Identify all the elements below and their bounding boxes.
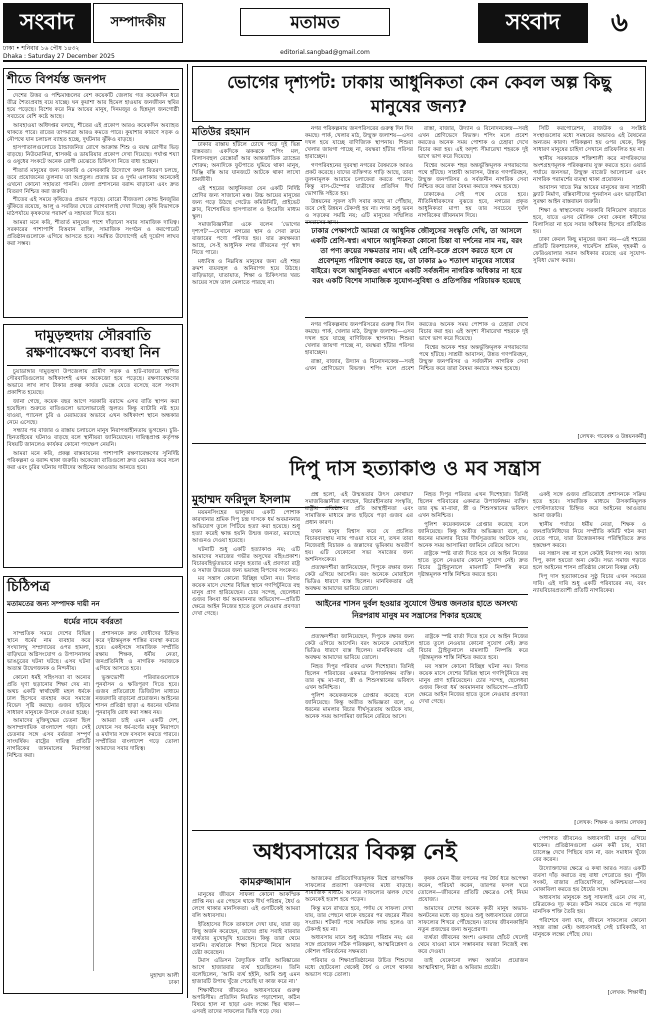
paragraph: প্রশ্ন হলো, এই উন্মত্ততার উৎস কোথায়? সমাজবিজ্ঞানীরা বলছেন, বিচারহীনতার সংস্কৃতি, রাষ্ট্রীয় প্রতিষ্ঠানের প্রতি আস্থাহীনতা এবং সামাজিক মাধ্যমে দ্রুত ছড়িয়ে পড়া গুজব এর প্রধান কারণ। — [305, 492, 413, 526]
paragraph: প্রত্যক্ষদর্শীরা জানিয়েছেন, দিপুকে রক্ষার জন্য কেউ এগিয়ে আসেনি। বরং অনেকে মোবাইলে ভিডিও ধারণে ব্যস্ত ছিলেন। মানবিকতার এই অবক্ষয় আমাদের ভাবিয়ে তোলে। — [305, 565, 413, 592]
signature-place: ঢাকা — [168, 980, 179, 986]
paragraph: আবহাওয়া অধিদপ্তর বলছে, শীতের এই প্রকোপ আরও কয়েকদিন অব্যাহত থাকতে পারে। রাতের তাপমাত্রা আরও কমতে পারে। কুয়াশার কারণে সড়ক ও নৌপথে যান চলাচল ব্যাহত হচ্ছে, দুর্ঘটনার ঝুঁকিও বাড়ছে। — [7, 122, 179, 143]
article-3-col-1 — [192, 892, 300, 1015]
paragraph: আমরা মনে করি, শীতার্ত মানুষের পাশে দাঁড়ানো সবার সামাজিক দায়িত্ব। সরকারের পাশাপাশি বিত্তবান ব্যক্তি, সামাজিক সংগঠন ও করপোরেট প্রতিষ্ঠানগুলোকে এগিয়ে আসতে হবে। সমন্বিত উদ্যোগেই এই দুর্ভোগ লাঘব করা সম্ভব। — [7, 219, 179, 247]
editorial-1-title: শীতে বিপর্যস্ত জনপদ — [7, 72, 179, 90]
paragraph: ময়মনসিংহের ভালুকায় একটি পোশাক কারখানার শ্রমিক দিপু চন্দ্র দাসকে ধর্ম অবমাননার অভিযোগ তুলে পিটিয়ে হত্যা করা হয়েছে। শুধু হত্যা করেই ক্ষান্ত হয়নি উন্মত্ত জনতা, মরদেহে আগুনও দেওয়া হয়েছে। — [192, 510, 300, 544]
masthead-rule — [3, 60, 647, 62]
article-1-col-2-3-lower — [305, 322, 528, 435]
paragraph: বিশ্বের অনেক শহর অন্তর্ভুক্তিমূলক নগরায়ণের পথে হাঁটছে। সাশ্রয়ী আবাসন, উন্নত গণপরিবহন, উন্মুক্ত জনপরিসর ও সর্বজনীন নাগরিক সেবা নিশ্চিত করে তারা বৈষম্য কমাতে সক্ষম হয়েছে। — [418, 162, 528, 190]
paragraph: রাস্তা, বাজার, উদ্যান ও বিনোদনকেন্দ্র—সবই এখন শ্রেণিভেদে বিভক্ত। শপিং মলে প্রবেশ করতেও অনেক সময় পোশাক ও চেহারা দেখে বিচার করা হয়। এই অদৃশ্য সীমারেখা শহরকে দুই ভাগে ভাগ করে দিয়েছে। — [305, 322, 528, 372]
article-3-author-note: [লেখক: শিক্ষার্থী] — [607, 990, 646, 996]
paragraph: নগর পরিকল্পনায় জনপরিসরের গুরুত্ব দিন দিন কমছে। পার্ক, খেলার মাঠ, উন্মুক্ত জলাশয়—এসব দখল হয়ে যাচ্ছে বাণিজ্যিক স্থাপনায়। শিশুরা খেলার জায়গা পাচ্ছে না, বয়স্করা হাঁটার পরিসর হারাচ্ছেন। — [305, 322, 414, 356]
paragraph: স্থানীয় সরকারকে শক্তিশালী করে নাগরিকদের অংশগ্রহণমূলক পরিকল্পনায় যুক্ত করতে হবে। ওয়ার্ড পর্যায়ে জনসভা, উন্মুক্ত বাজেট আলোচনা এবং নাগরিক পরামর্শের ব্যবস্থা থাকা প্রয়োজন। — [533, 155, 646, 183]
letter-title: ধর্মের নামে বর্বরতা — [63, 617, 123, 626]
paragraph: সমাজবিজ্ঞানীরা একে বলেন ‘ভোগের দৃশ্যপট’—যেখানে নগরের স্থান ও সেবা ক্রমে বাজারের পণ্যে পরিণত হয়। যার ক্রয়ক্ষমতা আছে, সে-ই আধুনিক নগর জীবনের পূর্ণ স্বাদ নিতে পারে। — [192, 222, 300, 256]
letter-body — [7, 631, 179, 971]
paragraph: মব সন্ত্রাস বন্ধ না হলে কেউই নিরাপদ নয়। আজ দিপু, কাল হয়তো অন্য কেউ। সভ্য সমাজ গড়তে হলে আইনের শাসন প্রতিষ্ঠার কোনো বিকল্প নেই। — [533, 551, 646, 571]
paragraph: শীতার্ত মানুষের জন্য সরকারি ও বেসরকারি উদ্যোগে কম্বল বিতরণ চলছে, তবে প্রয়োজনের তুলনায় তা অপ্রতুল। প্রত্যন্ত চর ও দুর্গম এলাকায় অনেকেই এখনো কোনো সহায়তা পাননি। জেলা প্রশাসনের বরাদ্দ বাড়ানো এবং দ্রুত বিতরণ নিশ্চিত করা জরুরি। — [7, 167, 179, 195]
paragraph: ঢাকার রাস্তায় হাঁটলে চোখে পড়ে দুই ভিন্ন বাস্তবতা। একদিকে ঝকঝকে শপিং মল, বিলাসবহুল রেস্তোরাঁ আর আন্তর্জাতিক ব্র্যান্ডের শোরুম; অন্যদিকে ফুটপাতে ঘুমিয়ে থাকা মানুষ, ঘিঞ্জি বস্তি আর যানজটে আটকে থাকা লাখো শ্রমজীবী। — [192, 142, 300, 183]
paragraph: টমাস এডিসন বৈদ্যুতিক বাতি আবিষ্কারের আগে হাজারবার ব্যর্থ হয়েছিলেন। তিনি বলেছিলেন, ‘আমি ব্যর্থ হইনি, আমি শুধু এমন হাজারটি উপায় খুঁজে পেয়েছি যা কাজ করে না।’ — [192, 958, 300, 985]
column-divider — [187, 64, 188, 998]
article-2-col-4 — [533, 492, 646, 818]
article-1-author-note: [লেখক: গবেষক ও উন্নয়নকর্মী] — [577, 434, 646, 440]
article-3-author: কামরুজ্জামান — [240, 876, 340, 891]
article-3-headline: অধ্যবসায়ের বিকল্প নেই — [253, 840, 457, 865]
divider — [192, 830, 646, 831]
paragraph: প্রত্যক্ষদর্শীরা জানিয়েছেন, দিপুকে রক্ষার জন্য কেউ এগিয়ে আসেনি। বরং অনেকে মোবাইলে ভিডিও ধারণে ব্যস্ত ছিলেন। মানবিকতার এই অবক্ষয় আমাদের ভাবিয়ে তোলে। — [305, 634, 414, 661]
paragraph: কিন্তু মনে রাখতে হবে, পর্দায় যে সাফল্য দেখা যায়, তার পেছনে থাকে বছরের পর বছরের নীরব সংগ্রাম। শর্টকাট পথে সাময়িক লাভ হলেও তা টেকসই হয় না। — [305, 905, 413, 933]
newspaper-logo-left: সংবাদ — [3, 3, 91, 43]
paragraph: চুয়াডাঙ্গার দামুড়হুদা উপজেলায় গ্রামীণ সড়ক ও হাট-বাজারে স্থাপিত সৌরবাতিগুলোর অধিকাংশই এখন অকেজো হয়ে পড়েছে। রক্ষণাবেক্ষণের অভাবে লাখ লাখ টাকার প্রকল্প কার্যত ভেস্তে যেতে বসেছে বলে সংবাদ প্রকাশিত হয়েছে। — [7, 369, 179, 396]
paragraph: দেশের উত্তর ও পশ্চিমাঞ্চলের বেশ কয়েকটি জেলায় গত কয়েকদিন ধরে তীব্র শৈত্যপ্রবাহ বয়ে যাচ্ছে। ঘন কুয়াশা আর হিমেল হাওয়ায় জনজীবন স্থবির হয়ে পড়েছে। বিশেষ করে নিম্ন আয়ের মানুষ, দিনমজুর ও ছিন্নমূল জনগোষ্ঠী সবচেয়ে বেশি কষ্টে আছে। — [7, 93, 179, 120]
paragraph: দিপু দাস হত্যাকাণ্ডের সুষ্ঠু বিচার এখন সময়ের দাবি। এই দাবি শুধু একটি পরিবারের নয়, বরং ন্যায়বিচারপ্রত্যাশী প্রতিটি নাগরিকের। — [533, 573, 646, 594]
paragraph: প্রশাসনকে দ্রুত দোষীদের চিহ্নিত করে দৃষ্টান্তমূলক শাস্তির ব্যবস্থা করতে হবে। একইসঙ্গে সামাজিক সম্প্রীতি রক্ষায় শিক্ষক, ধর্মীয় নেতা, জনপ্রতিনিধি ও নাগরিক সমাজকে এগিয়ে আসতে হবে। — [95, 631, 179, 672]
paragraph: আমরা চাই এমন একটি দেশ, যেখানে সব ধর্ম-বর্ণের মানুষ নিরাপদে ও মর্যাদার সঙ্গে বসবাস করতে পারবে। সম্প্রীতির বাংলাদেশ গড়ে তোলা আমাদের সবার দায়িত্ব। — [95, 718, 179, 752]
paragraph: আমাদের দেশের অনেক কৃতী মানুষ অভাব-অনটনের মধ্যে বড় হয়েও শুধু অধ্যবসায়ের জোরে সাফল্যের শিখরে পৌঁছেছেন। তাদের জীবনকাহিনি নতুন প্রজন্মের জন্য অনুপ্রেরণা। — [418, 905, 528, 933]
letter-signature — [7, 973, 179, 987]
article-3-col-2 — [305, 876, 413, 996]
paragraph: মব সন্ত্রাস কোনো বিচ্ছিন্ন ঘটনা নয়। বিগত কয়েক মাসে দেশের বিভিন্ন স্থানে গণপিটুনিতে বহু মানুষ প্রাণ হারিয়েছেন। চোর সন্দেহ, ছেলেধরা গুজব কিংবা ধর্ম অবমাননার অভিযোগ—প্রতিটি ক্ষেত্রে আইন নিজের হাতে তুলে নেওয়ার প্রবণতা দেখা গেছে। — [192, 576, 300, 617]
paragraph: আমাদের মুক্তিযুদ্ধের চেতনা ছিল অসাম্প্রদায়িক বাংলাদেশ গড়া। সেই চেতনার সঙ্গে এসব বর্বরতা সম্পূর্ণ সাংঘর্ষিক। রাষ্ট্রের দায়িত্ব প্রতিটি নাগরিকের জানমালের নিরাপত্তা নিশ্চিত করা। — [7, 718, 91, 759]
paragraph: আজকের প্রতিযোগিতামূলক বিশ্বে তাৎক্ষণিক সাফল্যের প্রত্যাশা তরুণদের মধ্যে বাড়ছে। সামাজিক মাধ্যমে অন্যের সাফল্যের ঝলক দেখে অনেকেই হতাশ হয়ে পড়েন। — [305, 876, 413, 903]
masthead — [0, 0, 650, 64]
editorial-2-body — [7, 369, 179, 565]
editorial-2 — [3, 324, 183, 568]
section-tag: সম্পাদকীয় — [93, 3, 183, 43]
editorial-email: editorial.sangbad@gmail.com — [280, 49, 370, 56]
divider — [192, 443, 646, 444]
article-1-headline: ভোগের দৃশ্যপট: ঢাকায় আধুনিকতা কেন কেবল অল্প কিছু মানুষের জন্য? — [192, 66, 646, 122]
paragraph: পরিবার ও শিক্ষাপ্রতিষ্ঠানের উচিত শিশুদের মধ্যে ছোটবেলা থেকেই ধৈর্য ও লেগে থাকার অভ্যাস গড়ে তোলা। — [305, 957, 413, 978]
signature-name: মুহাম্মদ আলী — [150, 973, 179, 979]
paragraph: ভুক্তভোগী পরিবারগুলোকে পুনর্বাসন ও ক্ষতিপূরণ দিতে হবে। গুজব প্রতিরোধে ডিজিটাল মাধ্যমে নজরদারি বাড়ানো প্রয়োজন। আইনের শাসন প্রতিষ্ঠা ছাড়া এ ধরনের ঘটনার পুনরাবৃত্তি রোধ করা সম্ভব নয়। — [95, 674, 179, 716]
paragraph: যখন মানুষ বিশ্বাস করে যে প্রচলিত বিচারব্যবস্থায় ন্যায় পাওয়া যাবে না, তখন তারা নিজেরাই বিচারক ও জল্লাদের ভূমিকায় অবতীর্ণ হয়। এটি যেকোনো সভ্য সমাজের জন্য অশনিসংকেত। — [305, 528, 413, 563]
paragraph: পুলিশ কয়েকজনকে গ্রেপ্তার করেছে বলে জানিয়েছে। কিন্তু অতীত অভিজ্ঞতা বলে, এ ধরনের মামলার বিচার দীর্ঘসূত্রতায় আটকে যায়, অনেক সময় আসামিরা জামিনে বেরিয়ে আসে। — [305, 693, 414, 720]
paragraph: পুলিশ কয়েকজনকে গ্রেপ্তার করেছে বলে জানিয়েছে। কিন্তু অতীত অভিজ্ঞতা বলে, এ ধরনের মামলার বিচার দীর্ঘসূত্রতায় আটকে যায়, অনেক সময় আসামিরা জামিনে বেরিয়ে আসে। — [418, 521, 528, 549]
paragraph: আবাসন খাতে নিম্ন আয়ের মানুষের জন্য সাশ্রয়ী ফ্ল্যাট নির্মাণ, বস্তিবাসীদের পুনর্বাসন এবং ভাড়াটিয়া সুরক্ষা আইন বাস্তবায়ন জরুরি। — [533, 185, 646, 205]
paragraph: ঢাকা কেবল কিছু মানুষের জন্য নয়—এই শহরের প্রতিটি রিকশাচালক, গার্মেন্টস শ্রমিক, গৃহকর্মী ও ফেরিওয়ালার সমান অধিকার রয়েছে এর সুযোগ-সুবিধা ভোগ করার। — [533, 237, 646, 264]
paragraph: ব্যর্থতা জীবনের অংশ। একবার হোঁচট খেলেই থেমে যাওয়া মানে সম্ভাবনার দরজা নিজেই বন্ধ করে দেওয়া। — [418, 935, 528, 955]
paragraph: উন্নয়নের সুফল যদি সবার কাছে না পৌঁছায়, তবে সেই উন্নয়ন টেকসই হয় না। নগর শুধু ভবন ও সড়কের সমষ্টি নয়; এটি মানুষের সম্মিলিত বসবাসের স্থান। — [305, 199, 413, 226]
editorial-2-title: দামুড়হুদায় সৌরবাতি রক্ষণাবেক্ষণে ব্যবস্থা নিন — [7, 328, 179, 366]
article-1-col-3 — [418, 126, 528, 218]
paragraph: তাই যেকোনো লক্ষ্য অর্জনে প্রয়োজন আত্মবিশ্বাস, নিষ্ঠা ও অবিরাম প্রচেষ্টা। — [418, 957, 528, 971]
article-3-col-4 — [533, 836, 646, 986]
paragraph: মধ্যবিত্ত ও নিম্নবিত্ত মানুষের জন্য এই শহর ক্রমশ ব্যয়বহুল ও অনিরাপদ হয়ে উঠছে। বাড়িভাড়া, যাতায়াত, শিক্ষা ও চিকিৎসার খরচ আয়ের সঙ্গে তাল মেলাতে পারছে না। — [192, 258, 300, 286]
paragraph: হাসপাতালগুলোতে ঠান্ডাজনিত রোগে আক্রান্ত শিশু ও বয়স্ক রোগীর ভিড় বাড়ছে। নিউমোনিয়া, শ্বাসকষ্ট ও ডায়রিয়ার প্রকোপ দেখা দিয়েছে। পর্যাপ্ত শয্যা ও ওষুধের সংকটে অনেক রোগী মেঝেতে চিকিৎসা নিতে বাধ্য হচ্ছেন। — [7, 145, 179, 165]
article-1-col-4 — [533, 126, 646, 435]
paragraph: কোনো ধর্মই সহিংসতা বা অন্যের প্রতি ঘৃণা ছড়ানোর শিক্ষা দেয় না। অথচ একটি স্বার্থান্বেষী মহল ধর্মকে ঢাল হিসেবে ব্যবহার করে সমাজে বিভেদ সৃষ্টি করছে। গুজব ছড়িয়ে সাধারণ মানুষকে উসকে দেওয়া হচ্ছে। — [7, 674, 91, 716]
letters-disclaimer: মতামতের জন্য সম্পাদক দায়ী নন — [7, 598, 179, 613]
editorial-1-body — [7, 93, 179, 315]
dateline — [3, 45, 183, 60]
paragraph: ইতিহাসের দিকে তাকালে দেখা যায়, যারা বড় কিছু অর্জন করেছেন, তাদের প্রায় সবাই বারবার ব্যর্থতার মুখোমুখি হয়েছেন। কিন্তু তারা থেমে যাননি। ব্যর্থতাকে শিক্ষা হিসেবে নিয়ে আবার চেষ্টা করেছেন। — [192, 921, 300, 956]
paragraph: সিটি করপোরেশন, রাজউক ও সংশ্লিষ্ট সংস্থাগুলোর মধ্যে সমন্বয়ের অভাবও এই বৈষম্যের অন্যতম কারণ। পরিকল্পনা হয় ওপর থেকে, কিন্তু সাধারণ মানুষের চাহিদা সেখানে প্রতিফলিত হয় না। — [533, 126, 646, 153]
article-2-col-1 — [192, 510, 300, 825]
paragraph: সাম্প্রতিক সময়ে দেশের বিভিন্ন স্থানে ধর্মের নাম ব্যবহার করে সংখ্যালঘু সম্প্রদায়ের ওপর হামলা, বাড়িঘরে অগ্নিসংযোগ ও উপাসনালয় ভাঙচুরের ঘটনা ঘটছে। এসব ঘটনা অত্যন্ত উদ্বেগজনক ও নিন্দনীয়। — [7, 631, 91, 672]
article-2-author: মুহাম্মদ ফরিদুল ইসলাম — [192, 492, 342, 508]
paragraph: মানুষের জীবনে সাফল্য কোনো আকস্মিক প্রাপ্তি নয়। এর পেছনে থাকে দীর্ঘ পরিশ্রম, ধৈর্য ও লেগে থাকার মানসিকতা। এই গুণটিকেই আমরা বলি অধ্যবসায়। — [192, 892, 300, 919]
paragraph: উদ্যোক্তাদের ক্ষেত্রে এ কথা আরও সত্য। একটি ব্যবসা দাঁড় করাতে বহু বাধা পেরোতে হয়। পুঁজি সংকট, বাজার প্রতিযোগিতা, অনিশ্চয়তা—সব মোকাবিলা করতে হয় ধৈর্যের সঙ্গে। — [533, 865, 646, 893]
paragraph: সন্ধ্যার পর বাজার ও রাস্তায় চলাচলে মানুষ নিরাপত্তাহীনতায় ভুগছেন। চুরি-ছিনতাইয়ের ঘটনাও বাড়ছে বলে স্থানীয়রা জানিয়েছেন। দায়িত্বপ্রাপ্ত কর্তৃপক্ষ বিষয়টি জানলেও কার্যকর কোনো পদক্ষেপ নেয়নি। — [7, 428, 179, 448]
paragraph: রাষ্ট্রকে স্পষ্ট বার্তা দিতে হবে যে আইন নিজের হাতে তুলে নেওয়ার কোনো সুযোগ নেই। দ্রুত বিচার ট্রাইব্যুনালে মামলাটি নিষ্পত্তি করে দৃষ্টান্তমূলক শাস্তি নিশ্চিত করতে হবে। — [418, 551, 528, 578]
paragraph: আমরা মনে করি, প্রকল্প বাস্তবায়নের পাশাপাশি রক্ষণাবেক্ষণের সুনির্দিষ্ট পরিকল্পনা ও বরাদ্দ থাকা জরুরি। অকেজো বাতিগুলো দ্রুত মেরামত করে সচল করা এবং চুরির ঘটনায় দায়ীদের আইনের আওতায় আনতে হবে। — [7, 450, 179, 471]
paragraph: নিহত দিপুর পরিবার এখন দিশেহারা। তিনিই ছিলেন পরিবারের একমাত্র উপার্জনক্ষম ব্যক্তি। তার বৃদ্ধ মা-বাবা, স্ত্রী ও শিশুসন্তানের ভবিষ্যৎ এখন অনিশ্চিত। — [418, 492, 528, 519]
paragraph: ঘটনাটি শুধু একটি হত্যাকাণ্ড নয়; এটি আমাদের সমাজের গভীর অসুখের বহিঃপ্রকাশ। বিচারবহির্ভূতভাবে মানুষ হত্যার এই প্রবণতা রাষ্ট্র ও সমাজ উভয়ের জন্য ভয়াবহ বিপদের সংকেত। — [192, 546, 300, 574]
paragraph: নিহত দিপুর পরিবার এখন দিশেহারা। তিনিই ছিলেন পরিবারের একমাত্র উপার্জনক্ষম ব্যক্তি। তার বৃদ্ধ মা-বাবা, স্ত্রী ও শিশুসন্তানের ভবিষ্যৎ এখন অনিশ্চিত। — [305, 663, 414, 691]
letters-title: চিঠিপত্র — [7, 579, 50, 595]
date-en: Dhaka : Saturday 27 December 2025 — [3, 52, 115, 60]
article-2-author-note: [লেখক: শিক্ষক ও কলাম লেখক] — [574, 820, 646, 826]
paragraph: গণপরিবহনের দুরবস্থা নগরের বৈষম্যকে আরও প্রকট করেছে। যাদের ব্যক্তিগত গাড়ি আছে, তারা তুলনামূলক আরামে চলাফেরা করতে পারেন; কিন্তু বাস-টেম্পোর যাত্রীদের প্রতিদিন দীর্ঘ ভোগান্তি সইতে হয়। — [305, 162, 413, 197]
paragraph: রাষ্ট্রকে স্পষ্ট বার্তা দিতে হবে যে আইন নিজের হাতে তুলে নেওয়ার কোনো সুযোগ নেই। দ্রুত বিচার ট্রাইব্যুনালে মামলাটি নিষ্পত্তি করে দৃষ্টান্তমূলক শাস্তি নিশ্চিত করতে হবে। — [419, 634, 528, 661]
paragraph: একই সঙ্গে গুজব প্রতিরোধে প্রশাসনকে সক্রিয় হতে হবে। সামাজিক মাধ্যমে উসকানিমূলক পোস্টদাতাদের চিহ্নিত করে আইনের আওতায় আনা জরুরি। — [533, 492, 646, 519]
opinion-section-title: মতামত — [240, 8, 390, 36]
paragraph: শিক্ষা ও স্বাস্থ্যসেবায় সরকারি বিনিয়োগ বাড়াতে হবে, যাতে এসব মৌলিক সেবা কেবল ধনীদের বিলাসিতা না হয়ে সবার অধিকার হিসেবে প্রতিষ্ঠিত হয়। — [533, 207, 646, 235]
paragraph: জানা গেছে, কয়েক বছর আগে সরকারি বরাদ্দে এসব বাতি স্থাপন করা হয়েছিল। শুরুতে বাতিগুলো ভালোভাবেই জ্বলত। কিন্তু ব্যাটারি নষ্ট হয়ে যাওয়া, প্যানেল চুরি ও মেরামতের অভাবে এখন অধিকাংশ স্থানে অন্ধকার নেমে এসেছে। — [7, 398, 179, 426]
paragraph: পরিশেষে বলা যায়, জীবনে সাফল্যের কোনো সহজ রাস্তা নেই। অধ্যবসায়ই সেই চাবিকাঠি, যা মানুষকে লক্ষ্যে পৌঁছে দেয়। — [533, 917, 646, 938]
article-1-col-1 — [192, 142, 300, 435]
paragraph: ঢাকাকেও সেই পথে যেতে হবে। নীতিনির্ধারকদের বুঝতে হবে, নগরের প্রকৃত আধুনিকতা মাপা হয় তার সবচেয়ে দুর্বল নাগরিকের জীবনমান দিয়ে। — [418, 192, 528, 219]
article-2-col-2-3-lower — [305, 634, 528, 825]
paragraph: এই শহরের আধুনিকতা যেন একটি নির্দিষ্ট শ্রেণির জন্য সাজানো মঞ্চ। উচ্চ আয়ের মানুষের জন্য গড়ে উঠছে গেটেড কমিউনিটি, প্রাইভেট ক্লাব, বিশেষায়িত হাসপাতাল ও ইংরেজি মাধ্যম স্কুল। — [192, 185, 300, 220]
article-1-author: মতিউর রহমান — [192, 126, 302, 141]
article-2-col-3 — [418, 492, 528, 588]
paragraph: কৃষক যেমন বীজ বপনের পর ধৈর্য ধরে অপেক্ষা করেন, পরিচর্যা করেন, তারপর ফসল ঘরে তোলেন—জীবনের প্রতিটি ক্ষেত্রেও সেই নিয়ম প্রযোজ্য। — [418, 876, 528, 903]
editorial-1 — [3, 68, 183, 318]
paragraph: বিশ্বের অনেক শহর অন্তর্ভুক্তিমূলক নগরায়ণের পথে হাঁটছে। সাশ্রয়ী আবাসন, উন্নত গণপরিবহন, উন্মুক্ত জনপরিসর ও সর্বজনীন নাগরিক সেবা নিশ্চিত করে তারা বৈষম্য কমাতে সক্ষম হয়েছে। — [419, 344, 528, 372]
newspaper-logo-right: সংবাদ — [478, 3, 588, 43]
paragraph: রাস্তা, বাজার, উদ্যান ও বিনোদনকেন্দ্র—সবই এখন শ্রেণিভেদে বিভক্ত। শপিং মলে প্রবেশ করতেও অনেক সময় পোশাক ও চেহারা দেখে বিচার করা হয়। এই অদৃশ্য সীমারেখা শহরকে দুই ভাগে ভাগ করে দিয়েছে। — [418, 126, 528, 160]
paragraph: অধ্যবসায় মানে শুধু কঠোর পরিশ্রম নয়; এর সঙ্গে প্রয়োজন সঠিক পরিকল্পনা, আত্মবিশ্লেষণ ও কৌশল পরিবর্তনের সক্ষমতা। — [305, 935, 413, 955]
left-column — [3, 64, 183, 998]
article-2-headline: দিপু দাস হত্যাকাণ্ড ও মব সন্ত্রাস — [289, 456, 541, 480]
page-number: ৬ — [611, 8, 628, 38]
letters-section — [3, 576, 183, 994]
paragraph: শীতের এই সময়ে কৃষিতেও প্রভাব পড়ছে। বোরো বীজতলা কোল্ড ইনজুরির ঝুঁকিতে রয়েছে, আলু ও সবজির খেতে রোগবালাই দেখা দিচ্ছে। কৃষি বিভাগকে মাঠপর্যায়ে কৃষকদের পরামর্শ ও সহায়তা দিতে হবে। — [7, 197, 179, 217]
article-2-col-2 — [305, 492, 413, 592]
paragraph: স্থানীয় পর্যায়ে ধর্মীয় নেতা, শিক্ষক ও জনপ্রতিনিধিদের নিয়ে সম্প্রীতি কমিটি গঠন করা যেতে পারে, যারা উত্তেজনাকর পরিস্থিতিতে দ্রুত হস্তক্ষেপ করবে। — [533, 521, 646, 549]
article-1-pullquote: ঢাকার পেক্ষাপটে আমরা যে আধুনিক জৌলুসের সংস্কৃতি দেখি, তা আসলে একটি শ্রেণি-স্বপ্ন। এখানে আধুনিকতা কোনো চিন্তা বা দর্শনের নাম নয়, বরং তা পণ্য ক্রয়ের সক্ষমতার নাম। এই শ্রেণি-চক্রে প্রবেশ করতে হলে যে প্রবেশমূল্য পরিশোধ করতে হয়, তা ঢাকার ৯০ শতাংশ মানুষের সাধ্যের বাইরে। ফলে আধুনিকতা এখানে একটি সর্বজনীন নাগরিক অধিকার না হয়ে বরং একটি বিশেষ সামাজিক সুযোগ-সুবিধা ও প্রতিপত্তির পরিচায়ক হয়েছে — [305, 222, 528, 318]
paragraph: অধ্যবসায় মানুষকে শুধু সাফল্যই এনে দেয় না, চরিত্রকেও দৃঢ় করে। কঠিন সময়ে ভেঙে না পড়ার মানসিক শক্তি তৈরি হয়। — [533, 895, 646, 915]
article-3-col-3 — [418, 876, 528, 996]
paragraph: মব সন্ত্রাস কোনো বিচ্ছিন্ন ঘটনা নয়। বিগত কয়েক মাসে দেশের বিভিন্ন স্থানে গণপিটুনিতে বহু মানুষ প্রাণ হারিয়েছেন। চোর সন্দেহ, ছেলেধরা গুজব কিংবা ধর্ম অবমাননার অভিযোগ—প্রতিটি ক্ষেত্রে আইন নিজের হাতে তুলে নেওয়ার প্রবণতা দেখা গেছে। — [419, 663, 528, 705]
date-bn: ঢাকা • শনিবার ১৬ পৌষ ১৪৩২ — [3, 45, 80, 52]
paragraph: নগর পরিকল্পনায় জনপরিসরের গুরুত্ব দিন দিন কমছে। পার্ক, খেলার মাঠ, উন্মুক্ত জলাশয়—এসব দখল হয়ে যাচ্ছে বাণিজ্যিক স্থাপনায়। শিশুরা খেলার জায়গা পাচ্ছে না, বয়স্করা হাঁটার পরিসর হারাচ্ছেন। — [305, 126, 413, 160]
paragraph: পেশাগত জীবনেও অধ্যবসায়ী মানুষ এগিয়ে থাকেন। প্রতিষ্ঠানগুলো এমন কর্মী চায়, যারা চ্যালেঞ্জ দেখে পিছিয়ে যান না, বরং সমাধান খুঁজে বের করেন। — [533, 836, 646, 863]
article-2-pullquote: আইনের শাসন দুর্বল হওয়ার সুযোগে উন্মত্ত জনতার হাতে অসংখ্য নিরপরাধ মানুষ মব সন্ত্রাসের শিকার হয়েছে — [305, 594, 528, 628]
paragraph: শিক্ষার্থীদের জীবনেও অধ্যবসায়ের গুরুত্ব অপরিসীম। প্রতিদিন নিয়মিত পড়াশোনা, কঠিন বিষয়ে হাল না ছাড়া এবং লক্ষ্যে স্থির থাকা—এসবই তাদের সাফল্যের ভিত্তি গড়ে দেয়। — [192, 987, 300, 1015]
article-1-col-2 — [305, 126, 413, 226]
